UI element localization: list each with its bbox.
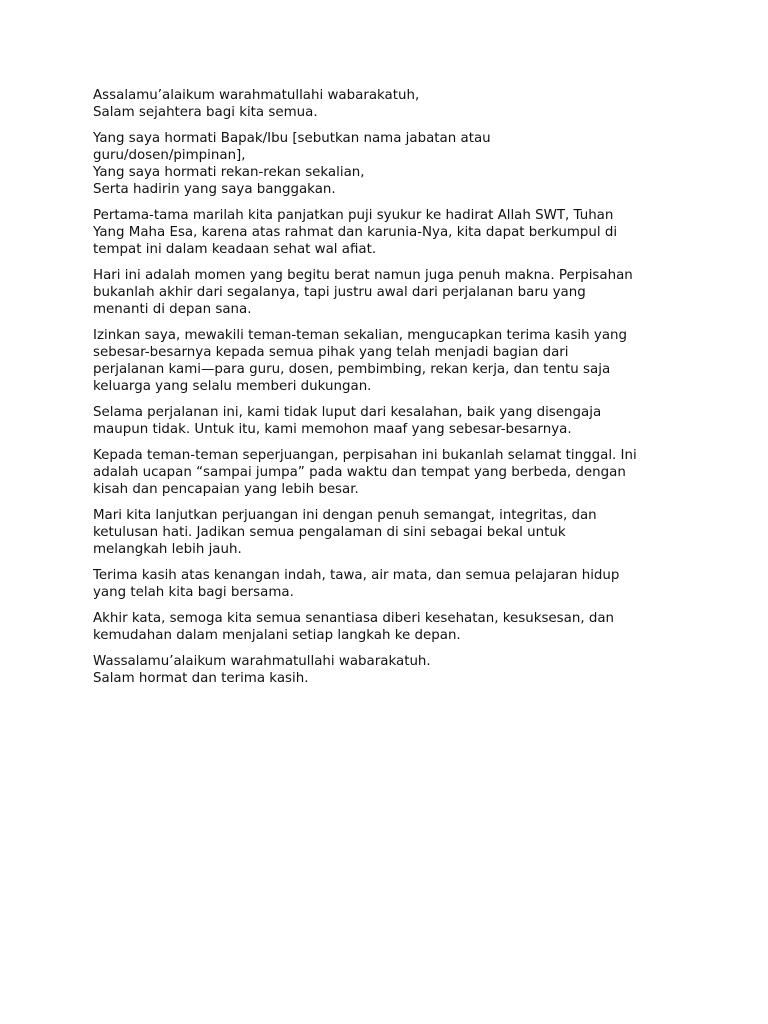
paragraph-line: Hari ini adalah momen yang begitu berat namun juga penuh makna. Perpisahan	[93, 268, 633, 283]
paragraph-line: perjalanan kami—para guru, dosen, pembimbing, rekan kerja, dan tentu saja	[93, 362, 611, 377]
body-paragraph-friends	[93, 447, 683, 498]
paragraph-line: ketulusan hati. Jadikan semua pengalaman di sini sebagai bekal untuk	[93, 525, 566, 540]
paragraph-line: melangkah lebih jauh.	[93, 542, 242, 557]
paragraph-line: adalah ucapan “sampai jumpa” pada waktu dan tempat yang berbeda, dengan	[93, 465, 626, 480]
closing-line: Salam hormat dan terima kasih.	[93, 671, 309, 686]
body-paragraph-continue	[93, 507, 683, 558]
paragraph-line: Selama perjalanan ini, kami tidak luput dari kesalahan, baik yang disengaja	[93, 405, 602, 420]
paragraph-line: kisah dan pencapaian yang lebih besar.	[93, 482, 359, 497]
paragraph-line: tempat ini dalam keadaan sehat wal afiat.	[93, 242, 377, 257]
salutation-line: Yang saya hormati Bapak/Ibu [sebutkan nama jabatan atau	[93, 131, 491, 146]
body-paragraph-opening-gratitude	[93, 207, 683, 258]
salutation-line: Serta hadirin yang saya banggakan.	[93, 182, 336, 197]
paragraph-line: Mari kita lanjutkan perjuangan ini dengan penuh semangat, integritas, dan	[93, 508, 597, 523]
paragraph-line: sebesar-besarnya kepada semua pihak yang telah menjadi bagian dari	[93, 345, 569, 360]
paragraph-line: Yang Maha Esa, karena atas rahmat dan karunia-Nya, kita dapat berkumpul di	[93, 225, 618, 240]
document-body	[93, 87, 683, 696]
paragraph-line: kemudahan dalam menjalani setiap langkah ke depan.	[93, 628, 461, 643]
paragraph-line: yang telah kita bagi bersama.	[93, 585, 294, 600]
body-paragraph-final-words	[93, 610, 683, 644]
salutation-line: Yang saya hormati rekan-rekan sekalian,	[93, 165, 365, 180]
paragraph-line: Kepada teman-teman seperjuangan, perpisahan ini bukanlah selamat tinggal. Ini	[93, 448, 637, 463]
salutation-line: guru/dosen/pimpinan],	[93, 148, 246, 163]
greeting-line: Assalamu’alaikum warahmatullahi wabarakatuh,	[93, 88, 420, 103]
paragraph-line: keluarga yang selalu memberi dukungan.	[93, 379, 372, 394]
body-paragraph-apology	[93, 404, 683, 438]
body-paragraph-thanks	[93, 327, 683, 395]
paragraph-line: Akhir kata, semoga kita semua senantiasa diberi kesehatan, kesuksesan, dan	[93, 611, 615, 626]
paragraph-line: menanti di depan sana.	[93, 302, 252, 317]
greeting-line: Salam sejahtera bagi kita semua.	[93, 105, 318, 120]
paragraph-line: Izinkan saya, mewakili teman-teman sekalian, mengucapkan terima kasih yang	[93, 328, 628, 343]
body-paragraph-memories	[93, 567, 683, 601]
paragraph-line: maupun tidak. Untuk itu, kami memohon maaf yang sebesar-besarnya.	[93, 422, 572, 437]
salutation-paragraph	[93, 130, 683, 198]
closing-line: Wassalamu’alaikum warahmatullahi wabarakatuh.	[93, 654, 431, 669]
paragraph-line: Terima kasih atas kenangan indah, tawa, air mata, dan semua pelajaran hidup	[93, 568, 620, 583]
body-paragraph-farewell-meaning	[93, 267, 683, 318]
greeting-paragraph	[93, 87, 683, 121]
paragraph-line: Pertama-tama marilah kita panjatkan puji syukur ke hadirat Allah SWT, Tuhan	[93, 208, 614, 223]
closing-paragraph	[93, 653, 683, 687]
paragraph-line: bukanlah akhir dari segalanya, tapi justru awal dari perjalanan baru yang	[93, 285, 586, 300]
